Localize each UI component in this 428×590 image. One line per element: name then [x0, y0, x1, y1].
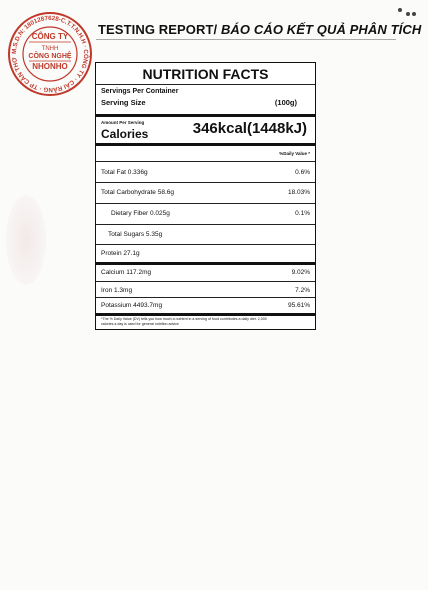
thick-divider — [96, 262, 315, 265]
divider — [96, 203, 315, 204]
thick-divider — [96, 114, 315, 117]
stamp-line3: CÔNG NGHỆ — [28, 53, 72, 60]
corner-mark — [398, 8, 420, 18]
nutrient-label: Total Sugars 5.35g — [108, 231, 163, 238]
nutrient-label: Protein 27.1g — [101, 250, 140, 257]
serving-size-label: Serving Size — [101, 98, 146, 107]
report-title — [98, 22, 421, 37]
nutrient-label: Total Carbohydrate 58.6g — [101, 189, 174, 196]
divider — [96, 244, 315, 245]
nutrient-label: Dietary Fiber 0.025g — [111, 210, 170, 217]
nutrition-facts-panel — [95, 62, 316, 330]
stamp-smudge — [6, 195, 46, 285]
thick-divider — [96, 313, 315, 316]
divider — [96, 84, 315, 85]
nutrient-label: Total Fat 0.336g — [101, 169, 148, 176]
nutrition-facts-title: NUTRITION FACTS — [142, 66, 269, 82]
header-rule — [96, 39, 396, 40]
thick-divider — [96, 143, 315, 146]
nutrient-percent: 0.1% — [295, 210, 310, 217]
nutrient-label: Iron 1.3mg — [101, 287, 133, 294]
footnote-line1: *The % Daily Value (DV) tells you how much a nutrient in a serving of food contributes a daily diet. 2,000 — [101, 317, 267, 321]
divider — [96, 297, 315, 298]
report-title-en: TESTING REPORT/ — [98, 22, 218, 37]
divider — [96, 161, 315, 162]
stamp-line1: CÔNG TY — [31, 32, 69, 41]
servings-per-container-label: Servings Per Container — [101, 88, 179, 95]
stamp-line2: TNHH — [41, 46, 59, 52]
report-title-vi: BÁO CÁO KẾT QUẢ PHÂN TÍCH — [217, 22, 422, 37]
nutrient-percent: 95.61% — [287, 302, 310, 309]
divider — [96, 224, 315, 225]
company-stamp — [7, 11, 93, 97]
divider — [96, 182, 315, 183]
serving-size-value: (100g) — [274, 98, 297, 107]
nutrient-percent: 18.03% — [287, 189, 310, 196]
nutrient-percent: 9.02% — [291, 269, 310, 276]
nutrient-percent: 0.6% — [295, 169, 310, 176]
divider — [96, 281, 315, 282]
nutrient-percent: 7.2% — [295, 287, 310, 294]
nutrient-label: Potassium 4493.7mg — [101, 302, 163, 309]
amount-per-serving-label: Amount Per Serving — [101, 120, 145, 125]
footnote-line2: calories a day is used for general nutrition advice — [101, 322, 179, 326]
calories-label: Calories — [101, 127, 149, 141]
daily-value-header: %Daily Value * — [279, 151, 310, 156]
stamp-outer-text: M.S.D.N: 1801287628-C.T.T.N.H.H · CÔNG TY · CÁI RĂNG · TP CẦN THƠ — [10, 14, 90, 94]
nutrient-label: Calcium 117.2mg — [101, 269, 152, 276]
stamp-line4: NHONHO — [32, 62, 68, 71]
calories-value: 346kcal(1448kJ) — [192, 120, 307, 137]
